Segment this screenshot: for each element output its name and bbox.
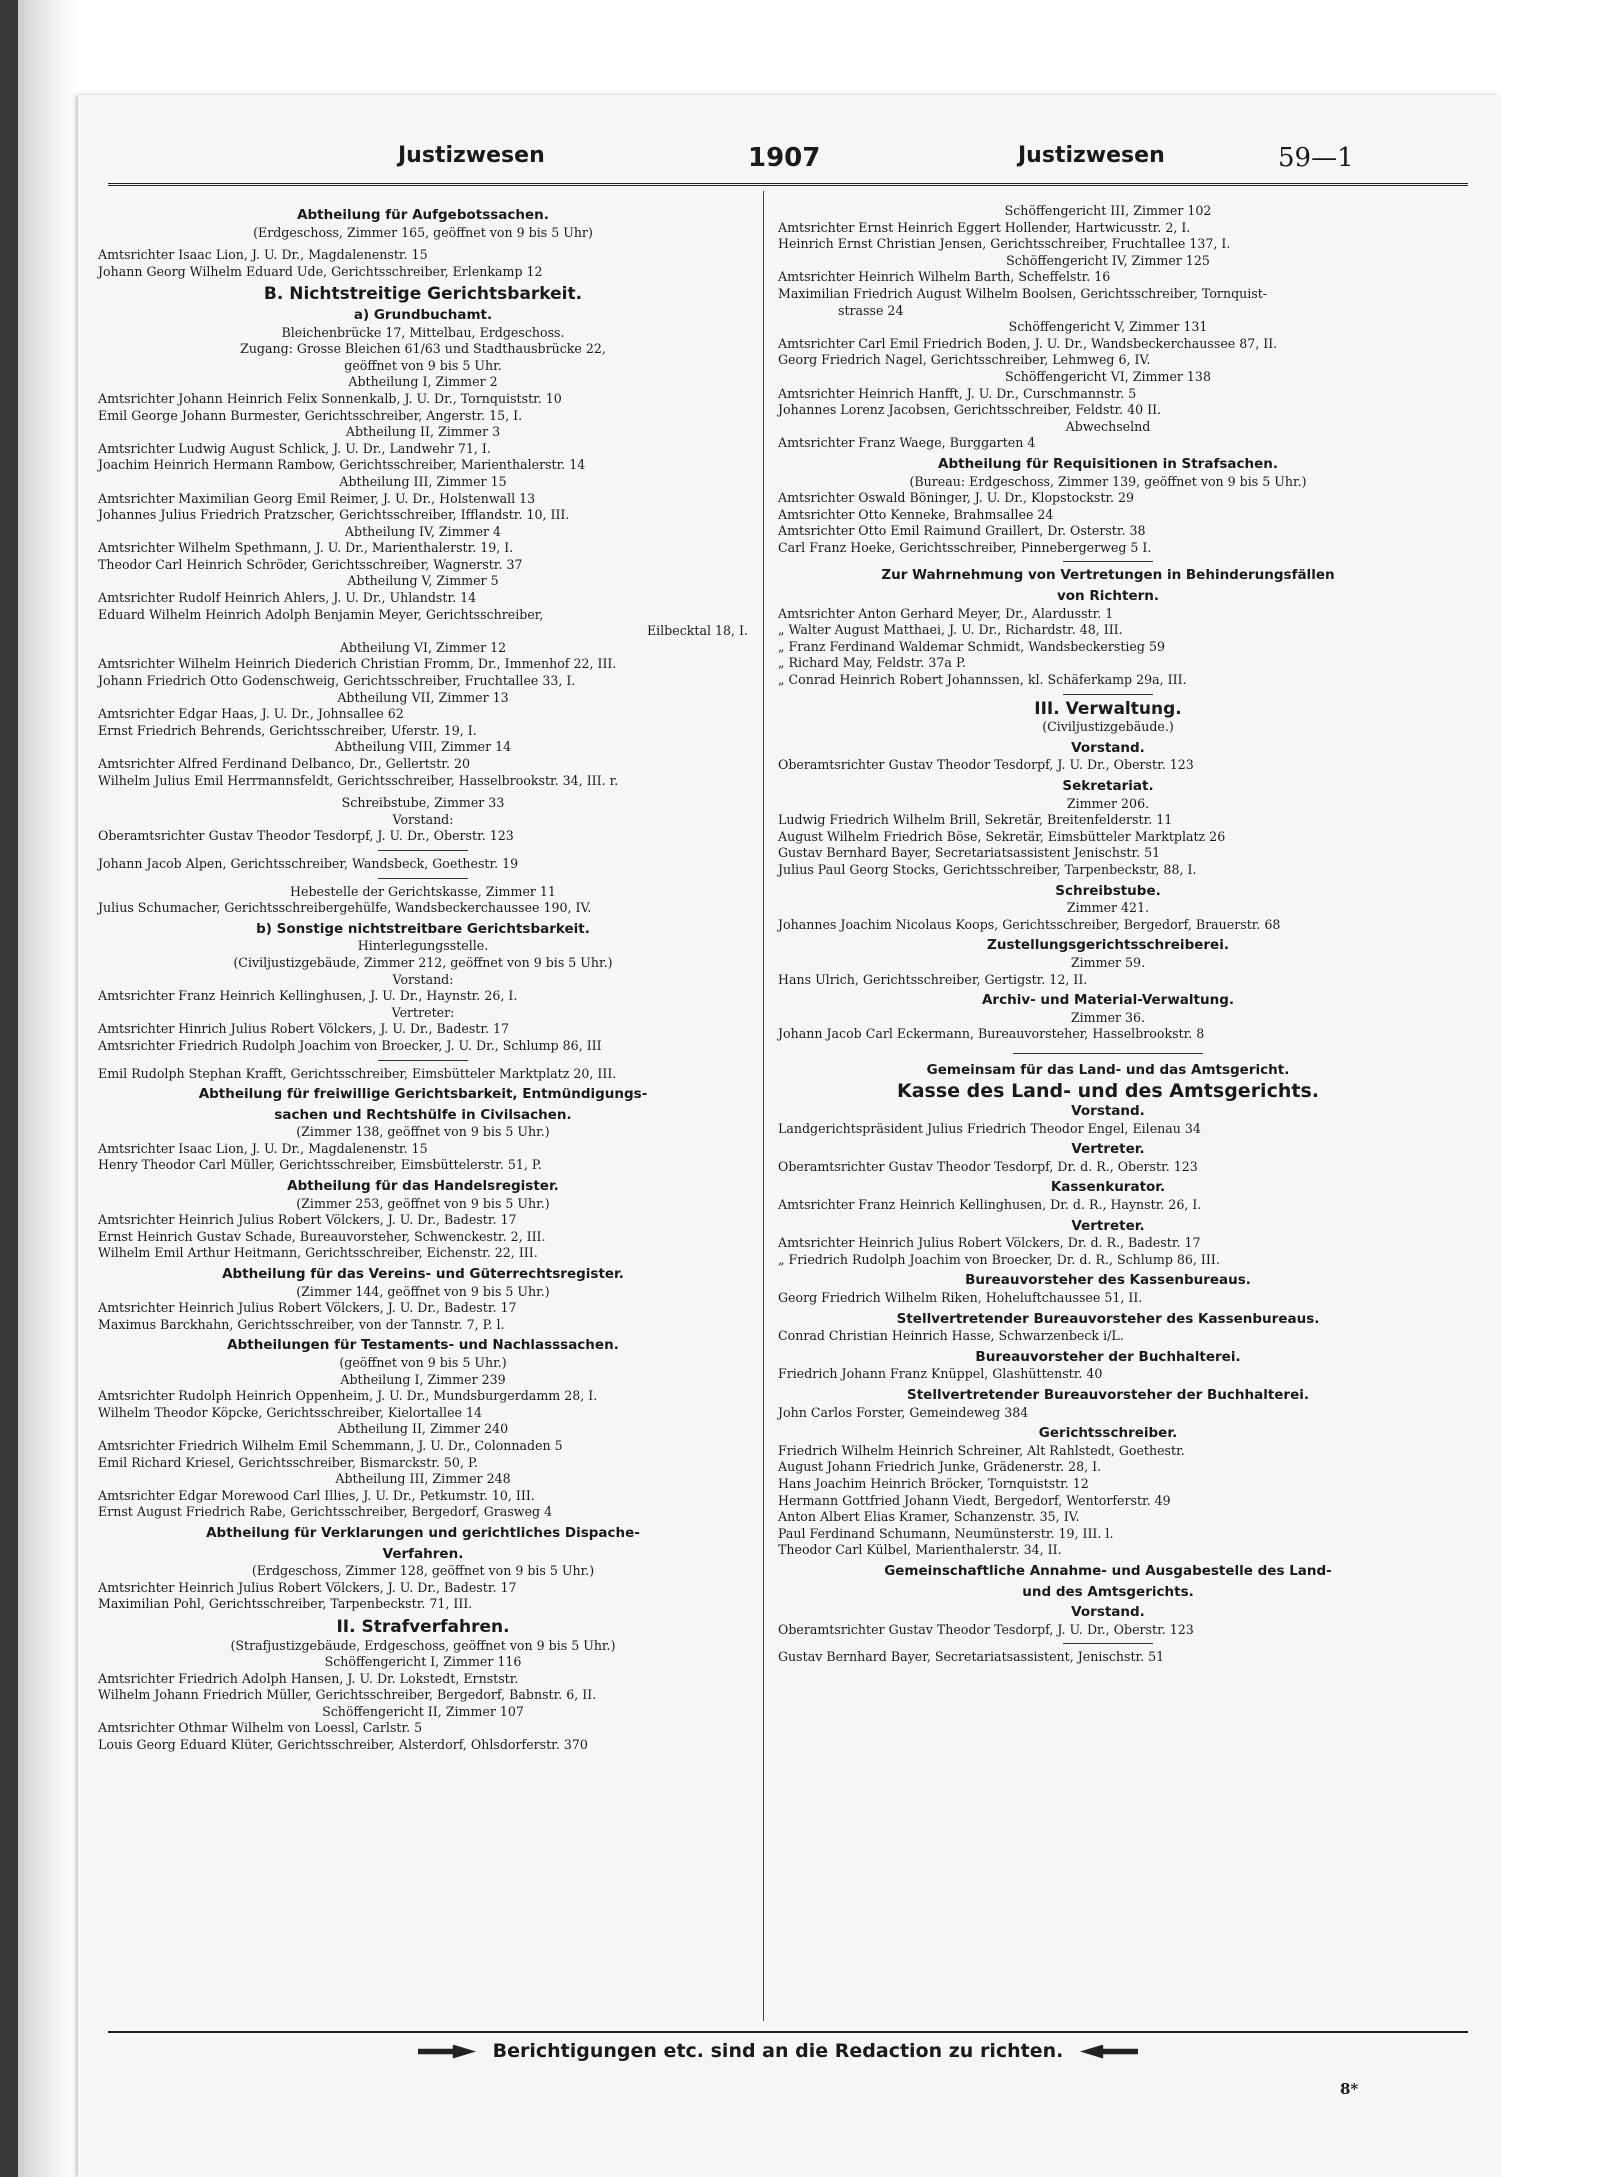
centered-line: (Strafjustizgebäude, Erdgeschoss, geöffnet von 9 bis 5 Uhr.) [230, 1637, 616, 1653]
section-heading: Zur Wahrnehmung von Vertretungen in Behinderungsfällen [881, 567, 1335, 584]
entry-line: Carl Franz Hoeke, Gerichtsschreiber, Pinnebergerweg 5 I. [778, 539, 1152, 555]
scan-edge [0, 0, 18, 2177]
header-year: 1907 [748, 143, 821, 173]
entry-line: Gustav Bernhard Bayer, Secretariatsassistent, Jenischstr. 51 [778, 1649, 1165, 1665]
entry-line: Amtsrichter Heinrich Hanfft, J. U. Dr., Curschmannstr. 5 [778, 385, 1137, 401]
section-heading: Verfahren. [382, 1545, 464, 1562]
entry-line: Amtsrichter Otto Emil Raimund Graillert, Dr. Osterstr. 38 [778, 523, 1146, 539]
centered-line: Abtheilung II, Zimmer 240 [337, 1421, 509, 1437]
section-heading: Vorstand. [1071, 739, 1145, 756]
entry-line: Friedrich Wilhelm Heinrich Schreiner, Alt Rahlstedt, Goethestr. [778, 1442, 1185, 1458]
section-rule [1013, 1053, 1203, 1054]
section-heading: Vertreter. [1071, 1141, 1145, 1158]
centered-line: Schöffengericht III, Zimmer 102 [1004, 203, 1212, 218]
section-heading: Vertreter. [1071, 1217, 1145, 1234]
section-heading: Bureauvorsteher des Kassenbureaus. [965, 1272, 1251, 1289]
entry-line: Amtsrichter Ludwig August Schlick, J. U. Dr., Landwehr 71, I. [98, 440, 491, 456]
centered-line: Schöffengericht I, Zimmer 116 [324, 1654, 522, 1670]
entry-line: Amtsrichter Franz Heinrich Kellinghusen, Dr. d. R., Haynstr. 26, I. [778, 1197, 1202, 1213]
major-heading: II. Strafverfahren. [336, 1616, 510, 1637]
entry-line: Amtsrichter Friedrich Adolph Hansen, J. U. Dr. Lokstedt, Ernststr. [98, 1670, 519, 1686]
entry-line: Amtsrichter Edgar Morewood Carl Illies, J. U. Dr., Petkumstr. 10, III. [98, 1487, 535, 1503]
entry-line: Amtsrichter Isaac Lion, J. U. Dr., Magdalenenstr. 15 [98, 1140, 428, 1156]
entry-line: Maximus Barckhahn, Gerichtsschreiber, von der Tannstr. 7, P. l. [98, 1316, 505, 1332]
section-heading: Archiv- und Material-Verwaltung. [981, 992, 1235, 1009]
centered-line: Abtheilung VII, Zimmer 13 [337, 689, 509, 705]
centered-line: Abtheilung III, Zimmer 15 [339, 473, 507, 489]
entry-line: Amtsrichter Isaac Lion, J. U. Dr., Magdalenenstr. 15 [98, 247, 428, 263]
entry-line: Emil Rudolph Stephan Krafft, Gerichtsschreiber, Eimsbütteler Marktplatz 20, III. [98, 1065, 617, 1081]
entry-line: Amtsrichter Alfred Ferdinand Delbanco, Dr., Gellertstr. 20 [98, 756, 470, 771]
section-heading: Gemeinsam für das Land- und das Amtsgericht. [926, 1061, 1290, 1078]
entry-line: Amtsrichter Friedrich Wilhelm Emil Schemmann, J. U. Dr., Colonnaden 5 [98, 1437, 563, 1453]
entry-line: Anton Albert Elias Kramer, Schanzenstr. 35, IV. [778, 1509, 1080, 1525]
entry-line: Johann Georg Wilhelm Eduard Ude, Gerichtsschreiber, Erlenkamp 12 [98, 263, 543, 279]
entry-line: Heinrich Ernst Christian Jensen, Gerichtsschreiber, Fruchtallee 137, I. [778, 236, 1231, 252]
section-heading: Gerichtsschreiber. [1038, 1425, 1178, 1442]
entry-line: Amtsrichter Rudolph Heinrich Oppenheim, J. U. Dr., Mundsburgerdamm 28, I. [98, 1388, 598, 1404]
section-heading: Abtheilung für das Handelsregister. [287, 1178, 559, 1195]
entry-line: Amtsrichter Franz Heinrich Kellinghusen, J. U. Dr., Haynstr. 26, I. [98, 988, 518, 1004]
section-heading: Abtheilung für Verklarungen und gerichtliches Dispache- [206, 1524, 640, 1541]
entry-line: Georg Friedrich Wilhelm Riken, Hoheluftchaussee 51, II. [778, 1290, 1143, 1306]
section-heading: Schreibstube. [1055, 882, 1161, 899]
centered-line: Abtheilung VIII, Zimmer 14 [334, 739, 512, 755]
entry-line: Maximilian Pohl, Gerichtsschreiber, Tarpenbeckstr. 71, III. [98, 1596, 473, 1612]
centered-line: (Civiljustizgebäude.) [1042, 719, 1174, 735]
entry-line: Theodor Carl Heinrich Schröder, Gerichtsschreiber, Wagnerstr. 37 [98, 556, 523, 572]
entry-line: Johann Friedrich Otto Godenschweig, Gerichtsschreiber, Fruchtallee 33, I. [98, 673, 576, 689]
entry-line: Amtsrichter Rudolf Heinrich Ahlers, J. U. Dr., Uhlandstr. 14 [98, 590, 477, 606]
entry-line: Amtsrichter Heinrich Wilhelm Barth, Scheffelstr. 16 [778, 269, 1111, 285]
entry-line: Paul Ferdinand Schumann, Neumünsterstr. 19, III. l. [778, 1525, 1114, 1541]
centered-line: geöffnet von 9 bis 5 Uhr. [344, 357, 502, 373]
centered-line: Abtheilung I, Zimmer 239 [340, 1371, 506, 1387]
continuation-line: strasse 24 [838, 302, 904, 318]
centered-line: (Zimmer 138, geöffnet von 9 bis 5 Uhr.) [296, 1124, 550, 1140]
entry-line: Amtsrichter Johann Heinrich Felix Sonnenkalb, J. U. Dr., Tornquiststr. 10 [98, 390, 562, 406]
centered-line: (Bureau: Erdgeschoss, Zimmer 139, geöffnet von 9 bis 5 Uhr.) [909, 473, 1307, 489]
section-heading: Abtheilung für Aufgebotssachen. [297, 207, 549, 223]
entry-line: Wilhelm Julius Emil Herrmannsfeldt, Gerichtsschreiber, Hasselbrookstr. 34, III. r. [98, 772, 619, 788]
entry-line: Oberamtsrichter Gustav Theodor Tesdorpf, J. U. Dr., Oberstr. 123 [778, 1621, 1194, 1637]
entry-line: Amtsrichter Otto Kenneke, Brahmsallee 24 [778, 506, 1054, 522]
centered-line: Abwechselnd [1065, 418, 1151, 434]
short-rule [1063, 694, 1153, 695]
entry-line: Johannes Joachim Nicolaus Koops, Gerichtsschreiber, Bergedorf, Brauerstr. 68 [778, 916, 1281, 932]
entry-line: Oberamtsrichter Gustav Theodor Tesdorpf, Dr. d. R., Oberstr. 123 [778, 1158, 1198, 1174]
entry-line: Amtsrichter Ernst Heinrich Eggert Hollender, Hartwicusstr. 2, I. [778, 219, 1191, 235]
entry-line: Amtsrichter Maximilian Georg Emil Reimer, J. U. Dr., Holstenwall 13 [98, 490, 536, 506]
entry-line: Ernst August Friedrich Rabe, Gerichtsschreiber, Bergedorf, Grasweg 4 [98, 1504, 553, 1520]
centered-line: Schreibstube, Zimmer 33 [341, 795, 505, 811]
short-rule [378, 850, 468, 851]
entry-line: Landgerichtspräsident Julius Friedrich Theodor Engel, Eilenau 34 [778, 1120, 1201, 1136]
entry-line: Ernst Heinrich Gustav Schade, Bureauvorsteher, Schwenckestr. 2, III. [98, 1228, 546, 1244]
page-header [78, 143, 1478, 183]
section-heading: sachen und Rechtshülfe in Civilsachen. [274, 1106, 572, 1123]
entry-line: Gustav Bernhard Bayer, Secretariatsassistent Jenischstr. 51 [778, 845, 1161, 861]
major-heading: III. Verwaltung. [1034, 698, 1182, 719]
entry-line: August Wilhelm Friedrich Böse, Sekretär, Eimsbütteler Marktplatz 26 [778, 828, 1226, 844]
entry-line: „ Friedrich Rudolph Joachim von Broecker, Dr. d. R., Schlump 86, III. [778, 1251, 1220, 1267]
pointing-hand-right-icon [418, 2045, 476, 2059]
entry-line: Henry Theodor Carl Müller, Gerichtsschreiber, Eimsbüttelerstr. 51, P. [98, 1157, 542, 1173]
right-column [778, 203, 1438, 1666]
entry-line: Eduard Wilhelm Heinrich Adolph Benjamin Meyer, Gerichtsschreiber, [98, 606, 544, 622]
entry-line: Amtsrichter Franz Waege, Burggarten 4 [778, 435, 1036, 451]
entry-line: „ Franz Ferdinand Waldemar Schmidt, Wandsbeckerstieg 59 [778, 638, 1165, 654]
entry-line: Amtsrichter Oswald Böninger, J. U. Dr., Klopstockstr. 29 [778, 490, 1135, 506]
centered-line: Abtheilung IV, Zimmer 4 [344, 523, 502, 539]
section-heading: Abtheilung für das Vereins- und Güterrechtsregister. [222, 1266, 624, 1283]
entry-line: Oberamtsrichter Gustav Theodor Tesdorpf, J. U. Dr., Oberstr. 123 [778, 757, 1194, 773]
entry-line: John Carlos Forster, Gemeindeweg 384 [778, 1404, 1029, 1420]
section-heading: Abtheilung für Requisitionen in Strafsachen. [938, 455, 1278, 472]
section-heading: Vorstand. [1071, 1604, 1145, 1621]
centered-line: Abtheilung III, Zimmer 248 [335, 1471, 511, 1487]
header-section-left: Justizwesen [398, 143, 545, 168]
entry-line: Ludwig Friedrich Wilhelm Brill, Sekretär, Breitenfelderstr. 11 [778, 812, 1173, 828]
entry-line: Wilhelm Theodor Köpcke, Gerichtsschreiber, Kielortallee 14 [98, 1404, 482, 1420]
centered-line: Hebestelle der Gerichtskasse, Zimmer 11 [290, 883, 556, 899]
centered-line: Vertreter: [391, 1004, 455, 1020]
centered-line: Zimmer 206. [1066, 795, 1150, 811]
entry-line: Johannes Lorenz Jacobsen, Gerichtsschreiber, Feldstr. 40 II. [778, 402, 1162, 418]
entry-line: Hans Joachim Heinrich Bröcker, Tornquiststr. 12 [778, 1475, 1089, 1491]
entry-line: Johann Jacob Carl Eckermann, Bureauvorsteher, Hasselbrookstr. 8 [778, 1026, 1205, 1042]
section-heading: von Richtern. [1056, 588, 1160, 605]
entry-line: Johann Jacob Alpen, Gerichtsschreiber, Wandsbeck, Goethestr. 19 [98, 855, 519, 871]
entry-line: Amtsrichter Carl Emil Friedrich Boden, J. U. Dr., Wandsbeckerchaussee 87, II. [778, 335, 1278, 351]
section-heading: Stellvertretender Bureauvorsteher des Kassenbureaus. [896, 1310, 1320, 1327]
section-heading: Zustellungsgerichtsschreiberei. [987, 937, 1229, 954]
entry-line: Emil George Johann Burmester, Gerichtsschreiber, Angerstr. 15, I. [98, 407, 523, 423]
entry-line: Conrad Christian Heinrich Hasse, Schwarzenbeck i/L. [778, 1328, 1124, 1344]
entry-line: Amtsrichter Edgar Haas, J. U. Dr., Johnsallee 62 [98, 706, 404, 722]
section-heading: Stellvertretender Bureauvorsteher der Buchhalterei. [906, 1387, 1310, 1403]
section-heading: b) Sonstige nichtstreitbare Gerichtsbarkeit. [256, 920, 590, 937]
centered-line: (Erdgeschoss, Zimmer 128, geöffnet von 9 bis 5 Uhr.) [251, 1563, 595, 1579]
centered-line: (Zimmer 253, geöffnet von 9 bis 5 Uhr.) [296, 1195, 550, 1211]
major-heading: B. Nichtstreitige Gerichtsbarkeit. [263, 284, 583, 305]
centered-line: Abtheilung VI, Zimmer 12 [339, 639, 507, 655]
bottom-rule [108, 2031, 1468, 2033]
entry-line: Georg Friedrich Nagel, Gerichtsschreiber, Lehmweg 6, IV. [778, 352, 1151, 368]
short-rule [1063, 1643, 1153, 1644]
centered-line: Schöffengericht II, Zimmer 107 [322, 1703, 524, 1719]
signature-mark: 8* [1340, 2080, 1359, 2098]
entry-line: „ Richard May, Feldstr. 37a P. [778, 655, 966, 671]
section-heading: Sekretariat. [1062, 778, 1154, 794]
entry-line: Julius Paul Georg Stocks, Gerichtsschreiber, Tarpenbeckstr, 88, I. [778, 861, 1197, 877]
left-column [98, 203, 748, 1754]
entry-line: Ernst Friedrich Behrends, Gerichtsschreiber, Uferstr. 19, I. [98, 722, 477, 738]
centered-line: Vorstand: [392, 811, 454, 827]
section-heading: Bureauvorsteher der Buchhalterei. [975, 1348, 1241, 1365]
right-aligned-line: Eilbecktal 18, I. [646, 623, 748, 639]
entry-line: Joachim Heinrich Hermann Rambow, Gerichtsschreiber, Marienthalerstr. 14 [98, 457, 586, 473]
entry-line: Amtsrichter Othmar Wilhelm von Loessl, Carlstr. 5 [98, 1720, 423, 1736]
entry-line: Hans Ulrich, Gerichtsschreiber, Gertigstr. 12, II. [778, 971, 1088, 987]
header-rule [108, 183, 1468, 186]
centered-line: Vorstand: [392, 971, 454, 987]
entry-line: August Johann Friedrich Junke, Grädenerstr. 28, I. [778, 1459, 1102, 1475]
section-heading: und des Amtsgerichts. [1022, 1583, 1194, 1600]
footer-notice [78, 2040, 1478, 2062]
centered-line: Zugang: Grosse Bleichen 61/63 und Stadthausbrücke 22, [240, 341, 606, 357]
short-rule [378, 878, 468, 879]
centered-line: Schöffengericht IV, Zimmer 125 [1006, 252, 1210, 268]
short-rule [378, 1060, 468, 1061]
entry-line: Hermann Gottfried Johann Viedt, Bergedorf, Wentorferstr. 49 [778, 1492, 1171, 1508]
centered-line: (Zimmer 144, geöffnet von 9 bis 5 Uhr.) [296, 1283, 550, 1299]
entry-line: Wilhelm Emil Arthur Heitmann, Gerichtsschreiber, Eichenstr. 22, III. [98, 1245, 538, 1261]
entry-line: „ Conrad Heinrich Robert Johannssen, kl. Schäferkamp 29a, III. [778, 672, 1187, 688]
centered-line: (Civiljustizgebäude, Zimmer 212, geöffnet von 9 bis 5 Uhr.) [233, 954, 613, 970]
centered-line: Abtheilung II, Zimmer 3 [345, 424, 501, 440]
entry-line: Amtsrichter Friedrich Rudolph Joachim von Broecker, J. U. Dr., Schlump 86, III [98, 1037, 602, 1053]
entry-line: Theodor Carl Külbel, Marienthalerstr. 34, II. [778, 1542, 1062, 1558]
entry-line: Amtsrichter Heinrich Julius Robert Völckers, Dr. d. R., Badestr. 17 [778, 1235, 1201, 1251]
section-heading: Abtheilung für freiwillige Gerichtsbarkeit, Entmündigungs- [198, 1086, 648, 1103]
centered-line: Hinterlegungsstelle. [357, 938, 489, 954]
column-divider [763, 191, 764, 2021]
centered-line: Schöffengericht V, Zimmer 131 [1008, 319, 1208, 335]
centered-line: Schöffengericht VI, Zimmer 138 [1005, 368, 1211, 384]
entry-line: Amtsrichter Heinrich Julius Robert Völckers, J. U. Dr., Badestr. 17 [98, 1212, 517, 1228]
centered-line: Zimmer 421. [1066, 900, 1150, 916]
header-section-right: Justizwesen [1018, 143, 1165, 168]
scan-binding-shadow [18, 0, 78, 2177]
centered-line: Abtheilung I, Zimmer 2 [348, 374, 498, 390]
entry-line: Amtsrichter Wilhelm Spethmann, J. U. Dr., Marienthalerstr. 19, I. [98, 540, 514, 556]
entry-line: Julius Schumacher, Gerichtsschreibergehülfe, Wandsbeckerchaussee 190, IV. [98, 900, 592, 916]
footer-notice-text: Berichtigungen etc. sind an die Redaction zu richten. [492, 2040, 1064, 2062]
entry-line: Oberamtsrichter Gustav Theodor Tesdorpf, J. U. Dr., Oberstr. 123 [98, 828, 514, 844]
section-heading: a) Grundbuchamt. [353, 306, 493, 323]
centered-line: (geöffnet von 9 bis 5 Uhr.) [339, 1355, 507, 1370]
major-heading: Kasse des Land- und des Amtsgerichts. [897, 1079, 1319, 1102]
centered-line: Zimmer 59. [1070, 954, 1146, 970]
entry-line: Louis Georg Eduard Klüter, Gerichtsschreiber, Alsterdorf, Ohlsdorferstr. 370 [98, 1737, 588, 1753]
section-heading: Gemeinschaftliche Annahme- und Ausgabestelle des Land- [884, 1562, 1332, 1579]
entry-line: „ Walter August Matthaei, J. U. Dr., Richardstr. 48, III. [778, 622, 1123, 638]
entry-line: Amtsrichter Anton Gerhard Meyer, Dr., Alardusstr. 1 [778, 605, 1114, 621]
entry-line: Emil Richard Kriesel, Gerichtsschreiber, Bismarckstr. 50, P. [98, 1454, 478, 1470]
short-rule [1063, 561, 1153, 562]
entry-line: Amtsrichter Heinrich Julius Robert Völckers, J. U. Dr., Badestr. 17 [98, 1579, 517, 1595]
entry-line: Johannes Julius Friedrich Pratzscher, Gerichtsschreiber, Ifflandstr. 10, III. [98, 507, 570, 523]
section-heading: Kassenkurator. [1050, 1179, 1166, 1196]
entry-line: Wilhelm Johann Friedrich Müller, Gerichtsschreiber, Bergedorf, Babnstr. 6, II. [98, 1687, 597, 1703]
page-number: 59—1 [1278, 143, 1354, 173]
entry-line: Amtsrichter Hinrich Julius Robert Völckers, J. U. Dr., Badestr. 17 [98, 1021, 510, 1037]
centered-line: Bleichenbrücke 17, Mittelbau, Erdgeschoss. [281, 324, 565, 340]
entry-line: Maximilian Friedrich August Wilhelm Boolsen, Gerichtsschreiber, Tornquist- [778, 285, 1268, 301]
entry-line: Amtsrichter Wilhelm Heinrich Diederich Christian Fromm, Dr., Immenhof 22, III. [98, 656, 617, 672]
pointing-hand-left-icon [1080, 2045, 1138, 2059]
centered-line: (Erdgeschoss, Zimmer 165, geöffnet von 9 bis 5 Uhr) [253, 224, 593, 240]
centered-line: Abtheilung V, Zimmer 5 [347, 573, 499, 589]
entry-line: Amtsrichter Heinrich Julius Robert Völckers, J. U. Dr., Badestr. 17 [98, 1300, 517, 1316]
entry-line: Friedrich Johann Franz Knüppel, Glashüttenstr. 40 [778, 1366, 1103, 1382]
document-page [78, 95, 1500, 2177]
section-heading: Abtheilungen für Testaments- und Nachlasssachen. [227, 1337, 619, 1354]
centered-line: Zimmer 36. [1070, 1009, 1146, 1025]
section-heading: Vorstand. [1071, 1103, 1145, 1120]
